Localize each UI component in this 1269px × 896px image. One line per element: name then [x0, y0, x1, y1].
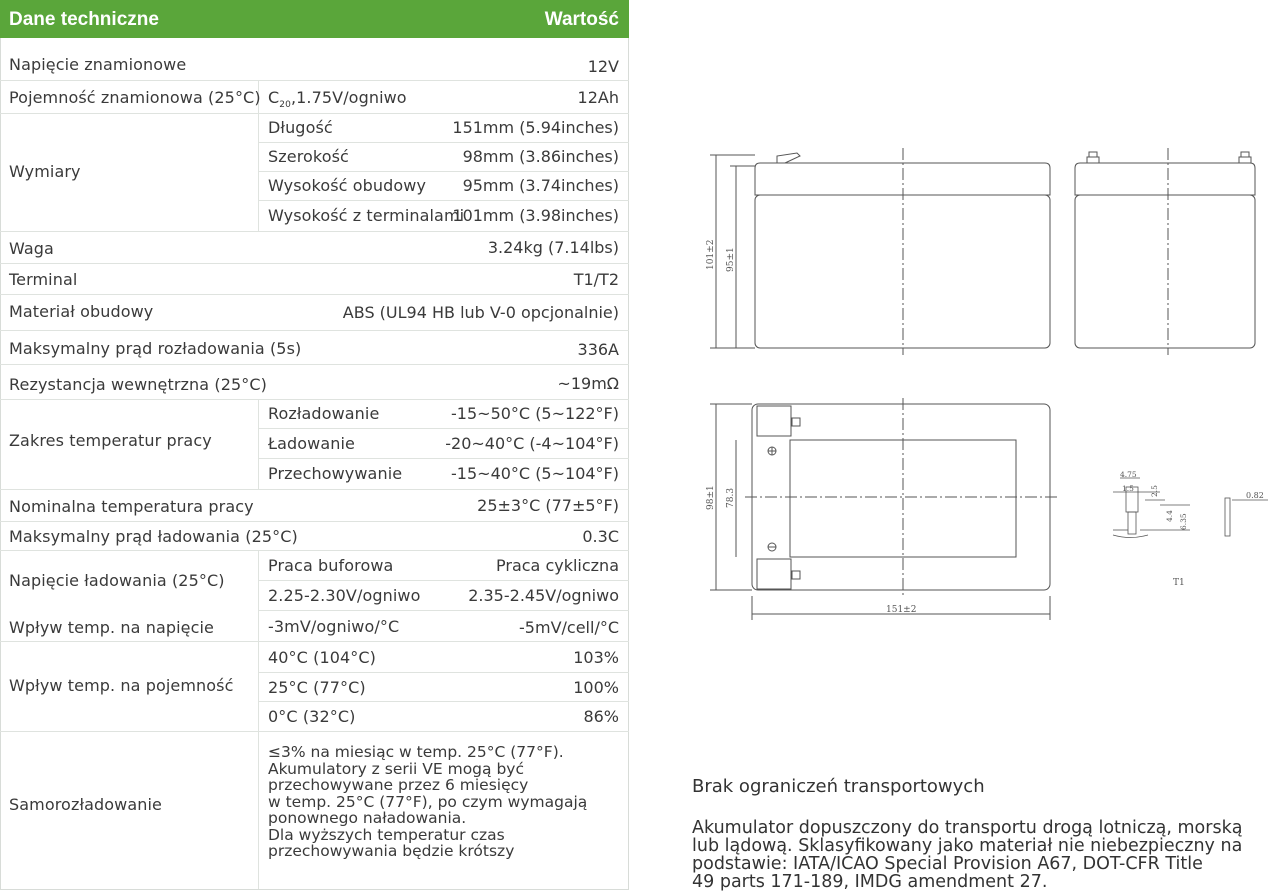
table-header: [0, 0, 629, 38]
row-label-case: Materiał obudowy: [9, 302, 154, 321]
dim-101: 101±2: [706, 239, 716, 270]
temp-capacity-name: 40°C (104°C): [268, 648, 377, 667]
row-value-max-charge: 0.3C: [582, 527, 619, 546]
spec-table: [0, 0, 629, 892]
self-discharge-text: ≤3% na miesiąc w temp. 25°C (77°F). Akumulatory z serii VE mogą być przechowywane przez 6 miesięcy w temp. 25°C (77°F), po czym wymagają ponownego naładowania. Dla wyższych temperatur czas przechowywania będzie krótszy: [268, 743, 588, 860]
transport-note: [692, 776, 1252, 892]
temp-voltage-cyclic: -5mV/cell/°C: [519, 618, 619, 637]
row-value-weight: 3.24kg (7.14lbs): [487, 238, 619, 257]
row-value-voltage: 12V: [587, 57, 619, 76]
dimension-name: Długość: [268, 118, 333, 137]
row-label-max-charge: Maksymalny prąd ładowania (25°C): [9, 527, 298, 546]
row-label-weight: Waga: [9, 239, 54, 258]
temp-voltage-float: -3mV/ogniwo/°C: [268, 617, 400, 636]
row-value-max-discharge: 336A: [577, 340, 619, 359]
dim-t1-width: 4.75: [1120, 470, 1137, 479]
dim-t1-height: 6.35: [1179, 513, 1188, 530]
row-label-charge-voltage: Napięcie ładowania (25°C): [9, 571, 225, 590]
dimension-value: 151mm (5.94inches): [452, 118, 619, 137]
row-label-nominal-temp: Nominalna temperatura pracy: [9, 497, 254, 516]
charge-mode-float: Praca buforowa: [268, 556, 394, 575]
top-view: [710, 398, 1058, 620]
row-label-temp-range: Zakres temperatur pracy: [9, 431, 212, 450]
temp-range-value: -15~40°C (5~104°F): [451, 464, 619, 483]
row-label-dimensions: Wymiary: [9, 162, 81, 181]
row-label-temp-capacity: Wpływ temp. na pojemność: [9, 676, 234, 695]
temp-capacity-name: 0°C (32°C): [268, 707, 356, 726]
row-value-resistance: ~19mΩ: [557, 374, 619, 393]
dim-t1-hole: 2.5: [1150, 485, 1159, 497]
temp-capacity-name: 25°C (77°C): [268, 678, 366, 697]
dimension-name: Wysokość obudowy: [268, 176, 427, 195]
row-label-resistance: Rezystancja wewnętrzna (25°C): [9, 375, 267, 394]
row-label-capacity: Pojemność znamionowa (25°C): [9, 88, 261, 107]
temp-capacity-value: 100%: [573, 678, 619, 697]
temp-range-value: -15~50°C (5~122°F): [451, 404, 619, 423]
row-value-case: ABS (UL94 HB lub V-0 opcjonalnie): [342, 303, 619, 322]
temp-range-name: Rozładowanie: [268, 404, 380, 423]
dim-78: 78.3: [726, 487, 736, 508]
row-label-voltage: Napięcie znamionowe: [9, 55, 187, 74]
charge-mode-cyclic: Praca cykliczna: [496, 556, 619, 575]
dimension-value: 95mm (3.74inches): [462, 176, 619, 195]
dim-95: 95±1: [726, 247, 736, 272]
temp-capacity-value: 86%: [583, 707, 619, 726]
dim-t1-gauge: 0.82: [1246, 491, 1264, 500]
header-label: Dane techniczne: [9, 9, 159, 30]
front-view: [710, 148, 1050, 355]
capacity-condition: $C_{20},1.75V$/ogniwo: [268, 88, 407, 110]
row-value-nominal-temp: 25±3°C (77±5°F): [477, 496, 619, 515]
row-value-capacity: 12Ah: [577, 88, 619, 107]
dimension-value: 101mm (3.98inches): [452, 206, 619, 225]
row-value-terminal: T1/T2: [573, 270, 619, 289]
terminal-label: T1: [1173, 578, 1185, 588]
side-view: [1075, 148, 1255, 355]
dim-151: 151±2: [886, 605, 917, 615]
row-label-max-discharge: Maksymalny prąd rozładowania (5s): [9, 339, 302, 358]
dimension-name: Szerokość: [268, 147, 349, 166]
row-label-temp-voltage: Wpływ temp. na napięcie: [9, 618, 215, 637]
row-label-self-discharge: Samorozładowanie: [9, 795, 162, 814]
dim-t1-thickness: 1.5: [1122, 484, 1134, 493]
row-label-terminal: Terminal: [9, 270, 78, 289]
dimension-value: 98mm (3.86inches): [462, 147, 619, 166]
charge-value-cyclic: 2.35-2.45V/ogniwo: [468, 586, 619, 605]
dim-t1-length: 4.4: [1165, 510, 1174, 522]
transport-body: Akumulator dopuszczony do transportu drogą lotniczą, morską lub lądową. Sklasyfikowany jako materiał nie niebezpieczny na podstawie: IATA/ICAO Special Provision A67, DOT-CFR Title 49 parts 171-189, IMDG amendment 27.: [692, 818, 1243, 892]
dim-98: 98±1: [706, 485, 716, 510]
header-value: Wartość: [544, 9, 619, 30]
dimension-name: Wysokość z terminalami: [268, 206, 465, 225]
temp-capacity-value: 103%: [573, 648, 619, 667]
dimension-drawing: [690, 140, 1269, 640]
transport-title: Brak ograniczeń transportowych: [692, 776, 985, 797]
temp-range-value: -20~40°C (-4~104°F): [445, 434, 619, 453]
temp-range-name: Przechowywanie: [268, 464, 403, 483]
temp-range-name: Ładowanie: [268, 434, 355, 453]
terminal-detail: [1113, 478, 1268, 538]
charge-value-float: 2.25-2.30V/ogniwo: [268, 586, 421, 605]
